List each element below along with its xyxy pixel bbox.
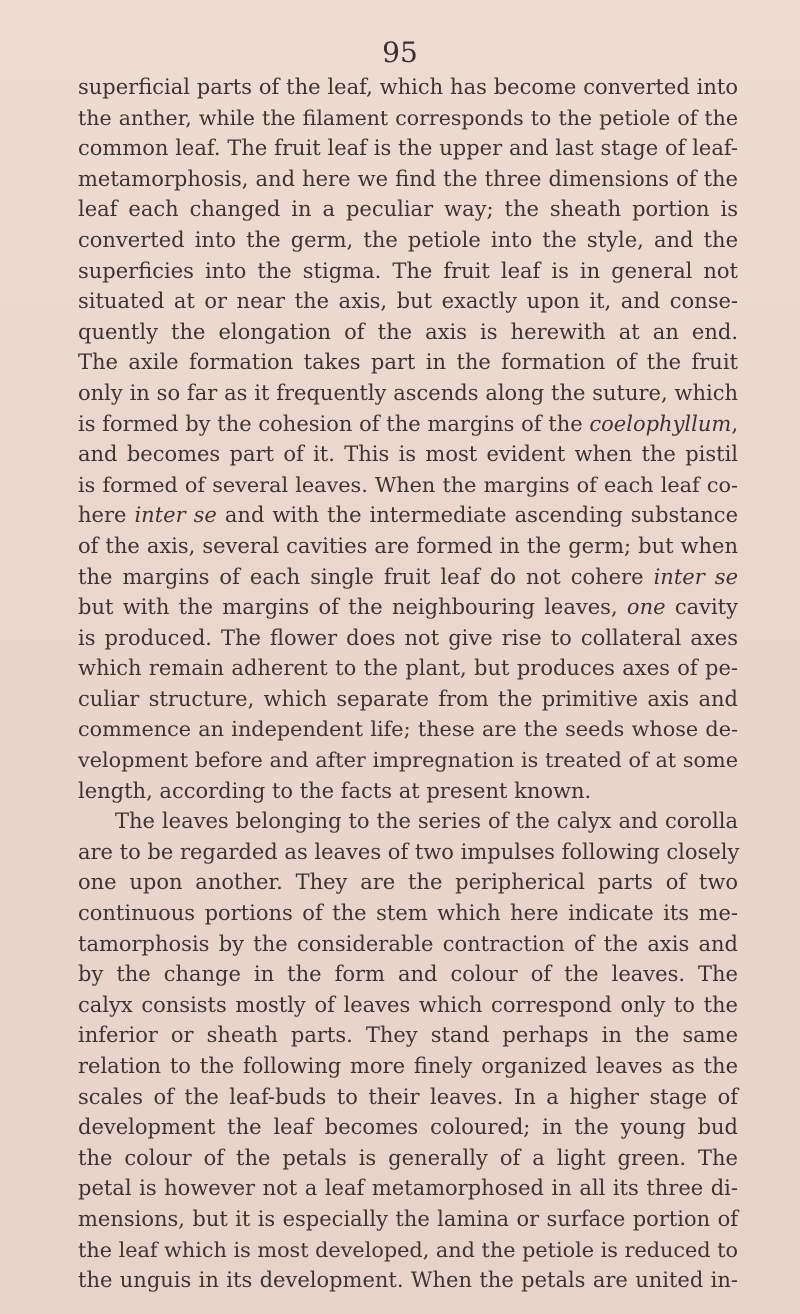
text-line: one upon another. They are the peripherical parts of two [78,870,738,895]
text-line: length, according to the facts at present known. [78,778,592,803]
text-line: continuous portions of the stem which here indicate its me- [78,901,738,926]
text-line: which remain adherent to the plant, but produces axes of pe- [78,656,738,681]
text-line: commence an independent life; these are the seeds whose de- [78,717,738,742]
text-line: superficial parts of the leaf, which has become converted into [78,75,738,99]
body-text [78,72,738,1296]
page-number: 95 [382,36,418,69]
text-line: superficies into the stigma. The fruit leaf is in general not [78,258,738,283]
text-line: the anther, while the filament corresponds to the petiole of the [78,105,738,130]
text-line: metamorphosis, and here we find the three dimensions of the [78,166,738,191]
text-line: culiar structure, which separate from the primitive axis and [78,686,738,711]
text-line: but with the margins of the neighbouring leaves, one cavity [78,595,738,620]
text-line: is produced. The flower does not give rise to collateral axes [78,625,738,650]
text-line: here inter se and with the intermediate ascending substance [78,503,738,528]
text-line: is formed of several leaves. When the margins of each leaf co- [78,472,738,497]
text-line: mensions, but it is especially the lamina or surface portion of [78,1206,738,1231]
text-line: of the axis, several cavities are formed in the germ; but when [78,533,738,558]
text-line: relation to the following more finely organized leaves as the [78,1054,738,1078]
text-line: converted into the germ, the petiole into the style, and the [78,227,738,252]
text-line: scales of the leaf-buds to their leaves. In a higher stage of [78,1084,738,1109]
text-line: velopment before and after impregnation is treated of at some [78,748,738,773]
text-line: development the leaf becomes coloured; in the young bud [78,1115,738,1140]
text-line: the unguis in its development. When the petals are united in- [78,1268,738,1293]
text-line: petal is however not a leaf metamorphosed in all its three di- [78,1176,738,1201]
text-line: the colour of the petals is generally of a light green. The [78,1145,738,1170]
text-line: calyx consists mostly of leaves which correspond only to the [78,992,738,1017]
text-line: are to be regarded as leaves of two impulses following closely [78,839,740,864]
text-line: the margins of each single fruit leaf do not cohere inter se [78,564,739,589]
text-line: and becomes part of it. This is most evident when the pistil [78,442,738,467]
text-line: the leaf which is most developed, and the petiole is reduced to [78,1237,738,1262]
text-line: tamorphosis by the considerable contraction of the axis and [78,931,738,956]
text-line: is formed by the cohesion of the margins of the coelophyllum, [78,411,738,436]
text-line: situated at or near the axis, but exactly upon it, and conse- [78,289,738,314]
text-line: The leaves belonging to the series of the calyx and corolla [115,809,738,834]
text-line: by the change in the form and colour of the leaves. The [78,962,738,987]
text-line: only in so far as it frequently ascends along the suture, which [78,380,738,405]
text-line: quently the elongation of the axis is herewith at an end. [78,319,738,344]
text-line: inferior or sheath parts. They stand perhaps in the same [78,1023,738,1048]
text-line: common leaf. The fruit leaf is the upper and last stage of leaf- [78,136,738,161]
text-line: leaf each changed in a peculiar way; the sheath portion is [78,197,738,222]
text-line: The axile formation takes part in the formation of the fruit [78,350,738,375]
